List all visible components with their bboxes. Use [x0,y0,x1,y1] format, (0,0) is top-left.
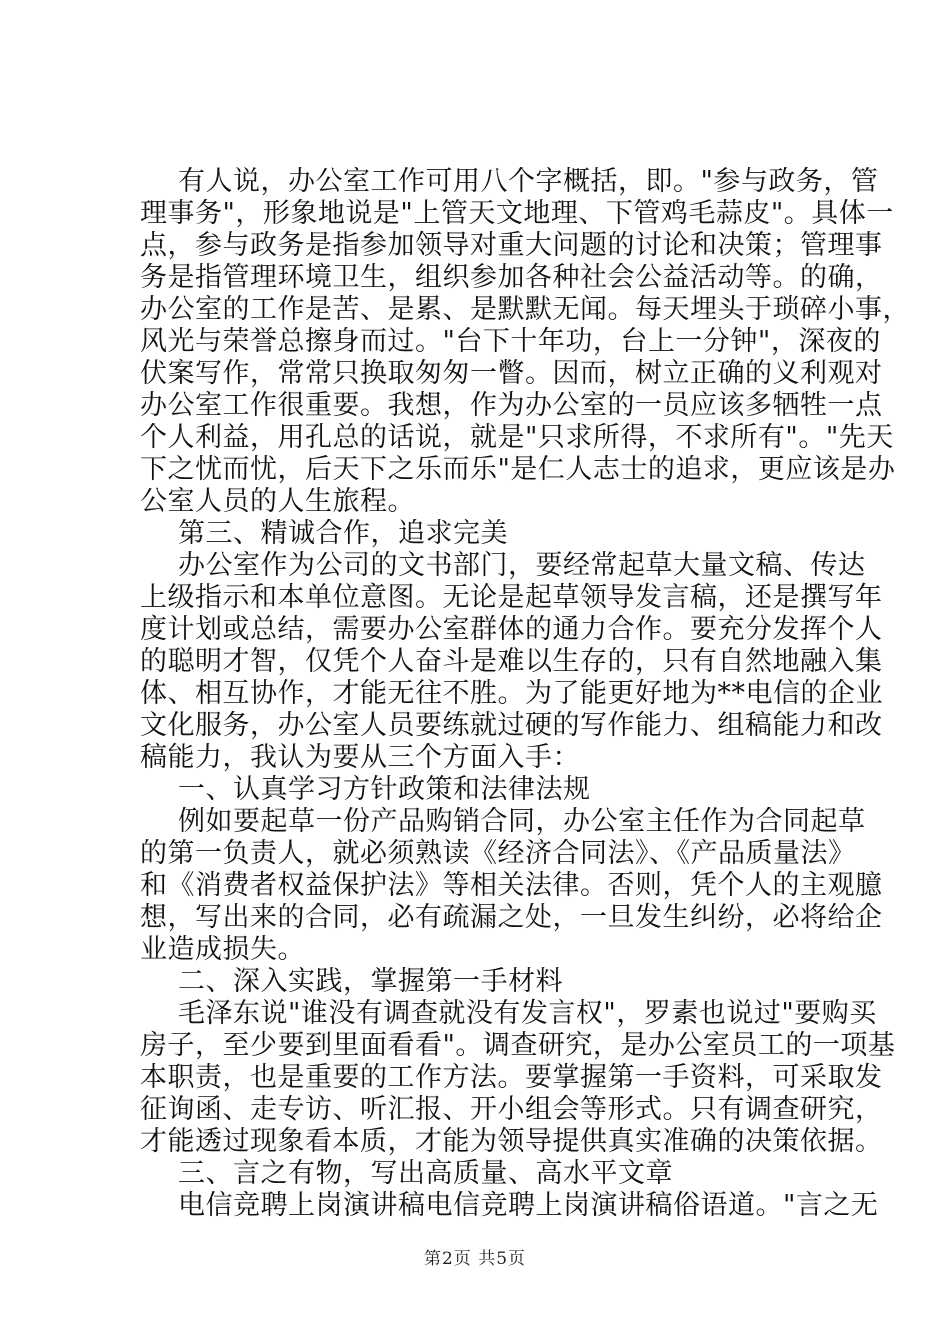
paragraph-line: 的聪明才智，仅凭个人奋斗是难以生存的，只有自然地融入集 [140,646,883,677]
paragraph-line: 下之忧而忧，后天下之乐而乐"是仁人志士的追求，更应该是办 [140,454,896,485]
paragraph-line: 个人利益，用孔总的话说，就是"只求所得，不求所有"。"先天 [140,422,894,453]
paragraph-line: 例如要起草一份产品购销合同，办公室主任作为合同起草 [178,806,866,837]
section-heading: 第三、精诚合作，追求完美 [178,518,508,549]
paragraph-line: 公室人员的人生旅程。 [140,486,415,517]
paragraph-line: 风光与荣誉总擦身而过。"台下十年功，台上一分钟"，深夜的 [140,326,881,357]
section-heading: 一、认真学习方针政策和法律法规 [178,774,591,805]
paragraph-line: 征询函、走专访、听汇报、开小组会等形式。只有调查研究， [140,1094,883,1125]
paragraph-line: 务是指管理环境卫生，组织参加各种社会公益活动等。的确， [140,262,883,293]
paragraph-line: 度计划或总结，需要办公室群体的通力合作。要充分发挥个人 [140,614,883,645]
page-number-footer: 第2页 共5页 [423,1249,527,1269]
paragraph-line: 办公室工作很重要。我想，作为办公室的一员应该多牺牲一点 [140,390,883,421]
section-heading: 二、深入实践，掌握第一手材料 [178,966,563,997]
paragraph-line: 办公室作为公司的文书部门，要经常起草大量文稿、传达 [178,550,866,581]
section-heading: 三、言之有物，写出高质量、高水平文章 [178,1158,673,1189]
paragraph-line: 有人说，办公室工作可用八个字概括，即。"参与政务，管 [178,166,879,197]
paragraph-line: 的第一负责人，就必须熟读《经济合同法》、《产品质量法》 [140,838,856,869]
paragraph-line: 毛泽东说"谁没有调查就没有发言权"，罗素也说过"要购买 [178,998,877,1029]
paragraph-line: 文化服务，办公室人员要练就过硬的写作能力、组稿能力和改 [140,710,883,741]
paragraph-line: 稿能力，我认为要从三个方面入手： [140,742,580,773]
paragraph-line: 本职责，也是重要的工作方法。要掌握第一手资料，可采取发 [140,1062,883,1093]
paragraph-line: 想，写出来的合同，必有疏漏之处，一旦发生纠纷，必将给企 [140,902,883,933]
paragraph-line: 和《消费者权益保护法》等相关法律。否则，凭个人的主观臆 [140,870,883,901]
paragraph-line: 理事务"，形象地说是"上管天文地理、下管鸡毛蒜皮"。具体一 [140,198,894,229]
paragraph-line: 上级指示和本单位意图。无论是起草领导发言稿，还是撰写年 [140,582,883,613]
paragraph-line: 电信竞聘上岗演讲稿电信竞聘上岗演讲稿俗语道。"言之无 [178,1190,879,1221]
paragraph-line: 体、相互协作，才能无往不胜。为了能更好地为**电信的企业 [140,678,883,709]
paragraph-line: 伏案写作，常常只换取匆匆一瞥。因而，树立正确的义利观对 [140,358,883,389]
paragraph-line: 房子，至少要到里面看看"。调查研究，是办公室员工的一项基 [140,1030,896,1061]
paragraph-line: 业造成损失。 [140,934,305,965]
paragraph-line: 才能透过现象看本质，才能为领导提供真实准确的决策依据。 [140,1126,883,1157]
paragraph-line: 点，参与政务是指参加领导对重大问题的讨论和决策；管理事 [140,230,883,261]
paragraph-line: 办公室的工作是苦、是累、是默默无闻。每天埋头于琐碎小事， [140,294,910,325]
